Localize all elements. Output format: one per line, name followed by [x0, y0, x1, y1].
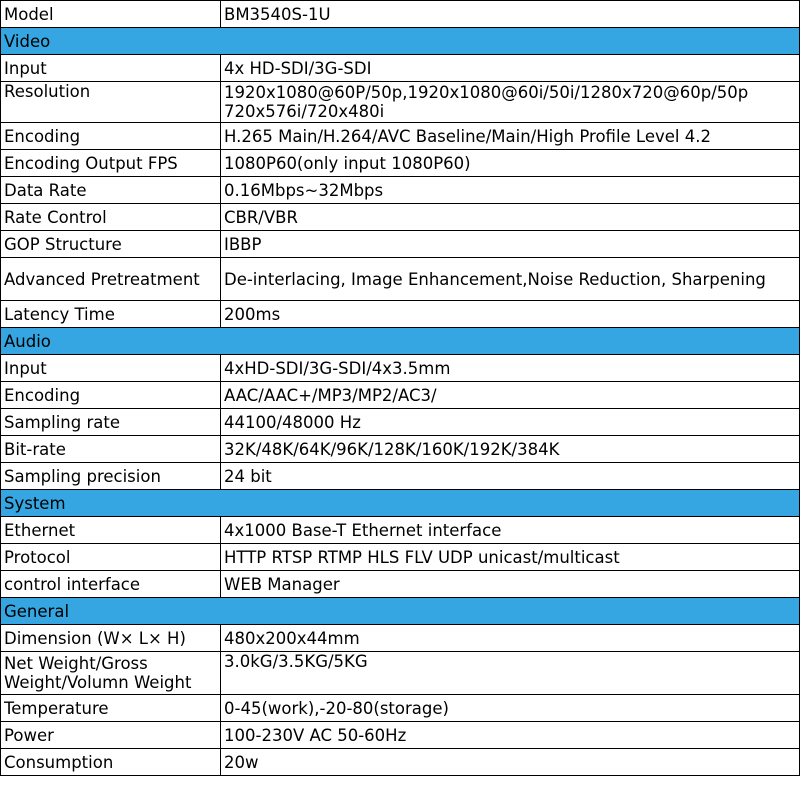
row-value: 100-230V AC 50-60Hz [221, 722, 800, 749]
table-row [1, 544, 800, 571]
table-row [1, 652, 800, 695]
row-label: Resolution [1, 82, 221, 123]
row-value: 44100/48000 Hz [221, 409, 800, 436]
table-row [1, 231, 800, 258]
row-label: Ethernet [1, 517, 221, 544]
row-label: Net Weight/Gross Weight/Volumn Weight [1, 652, 221, 695]
row-label: Power [1, 722, 221, 749]
table-row [1, 82, 800, 123]
row-value: 4xHD-SDI/3G-SDI/4x3.5mm [221, 355, 800, 382]
table-row [1, 258, 800, 301]
row-value: 4x HD-SDI/3G-SDI [221, 55, 800, 82]
row-value: 3.0kG/3.5KG/5KG [221, 652, 800, 695]
row-value: CBR/VBR [221, 204, 800, 231]
table-row [1, 436, 800, 463]
row-label: Rate Control [1, 204, 221, 231]
table-row [1, 177, 800, 204]
row-value: 480x200x44mm [221, 625, 800, 652]
row-label: GOP Structure [1, 231, 221, 258]
section-title-system: System [1, 490, 800, 517]
row-value: WEB Manager [221, 571, 800, 598]
row-label: Consumption [1, 749, 221, 776]
section-title-general: General [1, 598, 800, 625]
table-row [1, 55, 800, 82]
row-label: control interface [1, 571, 221, 598]
row-value: AAC/AAC+/MP3/MP2/AC3/ [221, 382, 800, 409]
table-row [1, 301, 800, 328]
table-row [1, 382, 800, 409]
row-value: 24 bit [221, 463, 800, 490]
row-value: H.265 Main/H.264/AVC Baseline/Main/High Profile Level 4.2 [221, 123, 800, 150]
table-row [1, 204, 800, 231]
table-row [1, 749, 800, 776]
row-value: 0.16Mbps~32Mbps [221, 177, 800, 204]
row-label: Latency Time [1, 301, 221, 328]
row-value: HTTP RTSP RTMP HLS FLV UDP unicast/multicast [221, 544, 800, 571]
model-value: BM3540S-1U [221, 1, 800, 28]
row-value: IBBP [221, 231, 800, 258]
section-title-audio: Audio [1, 328, 800, 355]
table-row [1, 625, 800, 652]
section-header-audio [1, 328, 800, 355]
row-value: 20w [221, 749, 800, 776]
row-value: 1920x1080@60P/50p,1920x1080@60i/50i/1280x720@60p/50p 720x576i/720x480i [221, 82, 800, 123]
row-label: Dimension (W× L× H) [1, 625, 221, 652]
section-header-video [1, 28, 800, 55]
section-header-general [1, 598, 800, 625]
row-label: Temperature [1, 695, 221, 722]
section-header-system [1, 490, 800, 517]
row-label: Encoding [1, 382, 221, 409]
table-row [1, 571, 800, 598]
row-value: 200ms [221, 301, 800, 328]
row-value: 32K/48K/64K/96K/128K/160K/192K/384K [221, 436, 800, 463]
row-label: Input [1, 355, 221, 382]
table-row [1, 463, 800, 490]
table-row [1, 722, 800, 749]
row-label: Encoding Output FPS [1, 150, 221, 177]
row-value: 0-45(work),-20-80(storage) [221, 695, 800, 722]
table-row [1, 123, 800, 150]
row-label: Protocol [1, 544, 221, 571]
row-value: 4x1000 Base-T Ethernet interface [221, 517, 800, 544]
row-label: Input [1, 55, 221, 82]
table-row [1, 355, 800, 382]
model-label: Model [1, 1, 221, 28]
row-label: Encoding [1, 123, 221, 150]
table-row-model [1, 1, 800, 28]
row-label: Sampling precision [1, 463, 221, 490]
row-label: Bit-rate [1, 436, 221, 463]
row-label: Data Rate [1, 177, 221, 204]
table-row [1, 409, 800, 436]
row-label: Sampling rate [1, 409, 221, 436]
row-value: 1080P60(only input 1080P60) [221, 150, 800, 177]
section-title-video: Video [1, 28, 800, 55]
table-row [1, 695, 800, 722]
row-label: Advanced Pretreatment [1, 258, 221, 301]
table-row [1, 517, 800, 544]
table-row [1, 150, 800, 177]
row-value: De-interlacing, Image Enhancement,Noise Reduction, Sharpening [221, 258, 800, 301]
